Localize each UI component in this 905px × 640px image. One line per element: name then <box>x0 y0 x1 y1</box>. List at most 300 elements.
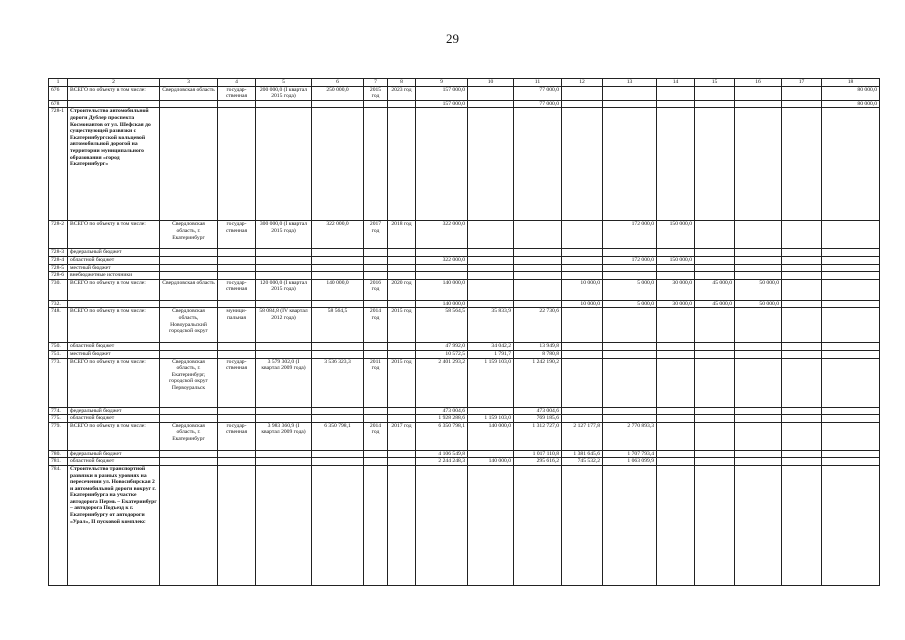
column-header: 3 <box>160 79 218 87</box>
table-cell <box>256 350 312 358</box>
table-cell: 35 833,9 <box>468 308 514 343</box>
table-cell <box>514 300 562 308</box>
table-cell: Свердловская область <box>160 279 218 300</box>
table-cell <box>603 249 657 257</box>
table-cell <box>562 249 603 257</box>
table-cell: 728-3 <box>49 249 68 257</box>
table-cell <box>822 256 880 264</box>
table-cell <box>388 249 416 257</box>
table-cell: Строительство автомобильной дороги Дублер проспекта Космонавтов от ул. Шефская до существующей развязки с Екатеринбургской кольцевой автомобильной дорогой на территории муниципального образования «город Екатеринбург» <box>68 108 160 221</box>
table-cell <box>218 465 256 585</box>
table-cell <box>657 415 695 423</box>
table-cell <box>562 465 603 585</box>
table-cell: 728-2 <box>49 221 68 249</box>
table-cell <box>735 308 782 343</box>
table-cell: 10 000,0 <box>562 279 603 300</box>
table-cell: 728-5 <box>49 264 68 272</box>
table-cell: 322 000,0 <box>416 256 468 264</box>
table-cell <box>822 350 880 358</box>
table-cell: 30 000,0 <box>657 300 695 308</box>
table-cell <box>68 300 160 308</box>
table-cell <box>364 450 388 458</box>
table-cell <box>562 415 603 423</box>
table-cell <box>256 249 312 257</box>
table-cell <box>782 108 822 221</box>
table-cell: 140 000,0 <box>416 279 468 300</box>
table-row <box>49 108 880 221</box>
table-cell <box>782 350 822 358</box>
table-cell: 748. <box>49 308 68 343</box>
table-cell <box>657 86 695 100</box>
table-cell <box>782 450 822 458</box>
table-cell: ВСЕГО по объекту в том числе: <box>68 308 160 343</box>
table-cell <box>822 300 880 308</box>
table-cell <box>735 415 782 423</box>
table-cell <box>735 358 782 407</box>
table-cell <box>312 343 364 351</box>
table-cell: 140 000,0 <box>468 422 514 450</box>
table-cell <box>256 100 312 108</box>
table-cell <box>218 300 256 308</box>
table-cell: 157 000,0 <box>416 86 468 100</box>
header-row <box>49 79 880 87</box>
table-cell: 140 000,0 <box>468 458 514 466</box>
table-row <box>49 422 880 450</box>
table-cell <box>312 256 364 264</box>
table-cell <box>256 458 312 466</box>
table-cell <box>735 249 782 257</box>
table-cell <box>782 221 822 249</box>
table-cell <box>735 221 782 249</box>
table-row <box>49 264 880 272</box>
table-cell: 745 532,2 <box>562 458 603 466</box>
table-cell: 47 992,0 <box>416 343 468 351</box>
column-header: 8 <box>388 79 416 87</box>
table-cell <box>388 458 416 466</box>
table-cell <box>657 458 695 466</box>
budget-table <box>48 78 880 586</box>
table-cell <box>388 465 416 585</box>
table-cell: 784. <box>49 465 68 585</box>
table-cell <box>782 100 822 108</box>
column-header: 15 <box>695 79 735 87</box>
table-cell <box>514 249 562 257</box>
table-cell: 730. <box>49 279 68 300</box>
table-cell <box>603 415 657 423</box>
table-cell <box>160 415 218 423</box>
table-cell <box>657 108 695 221</box>
table-cell: ВСЕГО по объекту в том числе: <box>68 422 160 450</box>
table-cell: 1 242 190,2 <box>514 358 562 407</box>
table-cell <box>468 256 514 264</box>
table-cell <box>256 407 312 415</box>
column-header: 4 <box>218 79 256 87</box>
table-cell <box>822 272 880 280</box>
table-cell <box>782 415 822 423</box>
table-cell: 676 <box>49 86 68 100</box>
table-cell <box>514 264 562 272</box>
table-cell <box>218 415 256 423</box>
table-cell <box>603 358 657 407</box>
table-cell <box>735 422 782 450</box>
table-cell <box>160 272 218 280</box>
column-header: 14 <box>657 79 695 87</box>
table-cell: 3 579 302,0 (I квартал 2009 года) <box>256 358 312 407</box>
table-cell: государ-ственная <box>218 86 256 100</box>
table-cell <box>312 300 364 308</box>
table-cell <box>388 256 416 264</box>
table-cell <box>657 450 695 458</box>
table-cell <box>514 279 562 300</box>
table-cell: федеральный бюджет <box>68 249 160 257</box>
table-cell <box>603 108 657 221</box>
table-row <box>49 458 880 466</box>
table-cell: 120 000,0 (I квартал 2015 года) <box>256 279 312 300</box>
table-cell <box>514 272 562 280</box>
table-cell: 2014 год <box>364 422 388 450</box>
table-cell: 150 000,0 <box>657 221 695 249</box>
table-cell: 2017 год <box>388 422 416 450</box>
table-cell <box>514 256 562 264</box>
table-cell <box>364 465 388 585</box>
table-cell <box>364 256 388 264</box>
table-cell <box>364 108 388 221</box>
table-cell <box>218 256 256 264</box>
table-cell <box>782 272 822 280</box>
table-cell: 58 084,8 (IV квартал 2012 года) <box>256 308 312 343</box>
table-cell <box>160 100 218 108</box>
table-cell <box>695 465 735 585</box>
table-cell <box>468 86 514 100</box>
table-cell <box>218 450 256 458</box>
table-cell <box>603 272 657 280</box>
column-header: 1 <box>49 79 68 87</box>
table-cell <box>822 465 880 585</box>
table-cell <box>782 249 822 257</box>
table-cell <box>782 256 822 264</box>
table-cell <box>388 100 416 108</box>
table-cell <box>695 86 735 100</box>
table-cell: 728-1 <box>49 108 68 221</box>
table-cell <box>312 450 364 458</box>
table-cell <box>468 100 514 108</box>
table-cell <box>603 86 657 100</box>
table-cell: 1 928 288,6 <box>416 415 468 423</box>
table-row <box>49 272 880 280</box>
table-cell <box>782 343 822 351</box>
table-cell: 5 000,0 <box>603 300 657 308</box>
table-cell <box>364 343 388 351</box>
table-cell <box>312 350 364 358</box>
table-cell: 8 780,8 <box>514 350 562 358</box>
column-header: 2 <box>68 79 160 87</box>
table-cell <box>782 422 822 450</box>
table-cell <box>218 350 256 358</box>
table-cell: 4 106 549,8 <box>416 450 468 458</box>
table-cell <box>657 350 695 358</box>
table-cell: 45 000,0 <box>695 279 735 300</box>
table-row <box>49 249 880 257</box>
table-cell: 751. <box>49 350 68 358</box>
table-cell: 6 350 798,1 <box>416 422 468 450</box>
table-cell <box>160 343 218 351</box>
table-cell: 1 791,7 <box>468 350 514 358</box>
table-cell <box>160 249 218 257</box>
table-cell <box>822 264 880 272</box>
table-cell <box>416 249 468 257</box>
column-header: 9 <box>416 79 468 87</box>
table-cell <box>160 450 218 458</box>
table-cell: 2016 год <box>364 279 388 300</box>
table-cell <box>160 264 218 272</box>
table-cell <box>364 350 388 358</box>
table-cell <box>657 343 695 351</box>
table-cell <box>514 465 562 585</box>
table-cell: 781. <box>49 458 68 466</box>
table-cell <box>822 343 880 351</box>
table-cell <box>364 264 388 272</box>
table-cell: внебюджетные источники <box>68 272 160 280</box>
table-cell <box>388 350 416 358</box>
table-cell <box>388 450 416 458</box>
table-cell <box>735 458 782 466</box>
table-cell <box>782 264 822 272</box>
table-cell: 157 000,0 <box>416 100 468 108</box>
table-cell <box>695 350 735 358</box>
table-cell: муници-пальная <box>218 308 256 343</box>
table-cell <box>364 415 388 423</box>
table-cell <box>364 407 388 415</box>
table-cell: 77 000,0 <box>514 86 562 100</box>
table-row <box>49 308 880 343</box>
table-cell <box>312 465 364 585</box>
table-cell <box>562 407 603 415</box>
table-cell <box>735 100 782 108</box>
table-cell: государ-ственная <box>218 358 256 407</box>
table-cell <box>782 407 822 415</box>
table-cell: 2 401 293,2 <box>416 358 468 407</box>
table-cell: 58 564,5 <box>312 308 364 343</box>
table-cell <box>562 350 603 358</box>
table-row <box>49 343 880 351</box>
table-cell <box>416 108 468 221</box>
table-cell: 2015 год <box>364 86 388 100</box>
table-cell <box>695 407 735 415</box>
table-cell <box>160 300 218 308</box>
table-cell: местный бюджет <box>68 350 160 358</box>
table-cell <box>160 458 218 466</box>
table-cell: Свердловская область, г. Екатеринбург, городской округ Первоуральск <box>160 358 218 407</box>
table-cell: 34 042,2 <box>468 343 514 351</box>
table-cell: Свердловская область <box>160 86 218 100</box>
table-cell: 2 770 893,3 <box>603 422 657 450</box>
table-cell: местный бюджет <box>68 264 160 272</box>
table-cell <box>695 221 735 249</box>
table-cell: государ-ственная <box>218 221 256 249</box>
table-cell: 773. <box>49 358 68 407</box>
table-row <box>49 450 880 458</box>
table-cell: 1 707 793,4 <box>603 450 657 458</box>
table-cell <box>218 343 256 351</box>
table-cell <box>735 86 782 100</box>
table-cell: 80 000,0 <box>822 100 880 108</box>
table-cell: 2015 год <box>388 358 416 407</box>
table-cell <box>822 358 880 407</box>
table-cell: Свердловская область, г. Екатеринбург <box>160 221 218 249</box>
table-cell <box>603 343 657 351</box>
table-cell: 2 244 248,3 <box>416 458 468 466</box>
table-cell: 22 730,6 <box>514 308 562 343</box>
table-cell: областной бюджет <box>68 415 160 423</box>
table-cell: 2023 год <box>388 86 416 100</box>
table-cell: 2 127 177,8 <box>562 422 603 450</box>
table-cell <box>562 108 603 221</box>
table-cell <box>416 465 468 585</box>
table-cell: 295 616,2 <box>514 458 562 466</box>
column-header: 6 <box>312 79 364 87</box>
table-cell: 3 536 323,3 <box>312 358 364 407</box>
table-cell <box>735 272 782 280</box>
table-cell <box>695 108 735 221</box>
table-cell <box>735 450 782 458</box>
table-cell <box>468 450 514 458</box>
table-cell: 728-6 <box>49 272 68 280</box>
table-cell: 1 159 103,0 <box>468 358 514 407</box>
table-cell <box>364 458 388 466</box>
table-cell: 3 983 360,9 (I квартал 2009 года) <box>256 422 312 450</box>
table-cell: областной бюджет <box>68 458 160 466</box>
table-cell <box>416 272 468 280</box>
table-cell <box>256 264 312 272</box>
table-cell: 140 000,0 <box>312 279 364 300</box>
table-cell: 1 063 099,9 <box>603 458 657 466</box>
table-cell: 1 017 110,8 <box>514 450 562 458</box>
table-cell: 473 004,6 <box>514 407 562 415</box>
table-row <box>49 358 880 407</box>
table-cell <box>312 407 364 415</box>
table-cell: 322 000,0 <box>416 221 468 249</box>
table-cell <box>695 100 735 108</box>
table-cell <box>562 343 603 351</box>
table-cell: 2015 год <box>388 308 416 343</box>
table-cell: 5 000,0 <box>603 279 657 300</box>
table-cell <box>782 358 822 407</box>
table-cell: 2011 год <box>364 358 388 407</box>
table-cell: 732. <box>49 300 68 308</box>
table-cell <box>735 343 782 351</box>
table-row <box>49 86 880 100</box>
table-cell <box>657 422 695 450</box>
table-cell <box>388 264 416 272</box>
table-row <box>49 415 880 423</box>
table-cell: Свердловская область, Новоуральский городской округ <box>160 308 218 343</box>
table-cell <box>256 272 312 280</box>
table-cell <box>562 272 603 280</box>
table-cell <box>468 279 514 300</box>
table-cell <box>695 415 735 423</box>
table-cell <box>468 407 514 415</box>
table-cell <box>735 465 782 585</box>
table-cell: ВСЕГО по объекту в том числе: <box>68 279 160 300</box>
table-cell <box>735 350 782 358</box>
table-cell: 775. <box>49 415 68 423</box>
table-cell <box>782 465 822 585</box>
table-cell <box>388 300 416 308</box>
table-cell: Свердловская область, г. Екатеринбург <box>160 422 218 450</box>
table-cell <box>562 100 603 108</box>
table-cell: государ-ственная <box>218 279 256 300</box>
table-cell <box>218 108 256 221</box>
table-cell <box>468 108 514 221</box>
table-cell <box>603 308 657 343</box>
table-cell: государ-ственная <box>218 422 256 450</box>
table-row <box>49 100 880 108</box>
table-cell: 172 000,0 <box>603 256 657 264</box>
table-cell: 2018 год <box>388 221 416 249</box>
page-number: 29 <box>446 31 459 46</box>
table-row <box>49 279 880 300</box>
table-cell <box>160 465 218 585</box>
table-cell <box>364 249 388 257</box>
table-cell: 77 000,0 <box>514 100 562 108</box>
table-cell <box>218 407 256 415</box>
table-cell <box>695 272 735 280</box>
table-cell: ВСЕГО по объекту в том числе: <box>68 358 160 407</box>
table-cell <box>468 272 514 280</box>
table-cell <box>388 108 416 221</box>
table-cell: 2014 год <box>364 308 388 343</box>
table-cell <box>735 264 782 272</box>
table-cell: 150 000,0 <box>657 256 695 264</box>
table-cell <box>256 450 312 458</box>
table-cell <box>218 458 256 466</box>
table-cell <box>388 407 416 415</box>
table-cell <box>468 465 514 585</box>
table-cell: федеральный бюджет <box>68 450 160 458</box>
table-cell <box>735 407 782 415</box>
table-cell <box>160 256 218 264</box>
table-cell <box>218 249 256 257</box>
table-cell: Строительство транспортной развязки в разных уровнях на пересечении ул. Новосибирская 2 и автомобильной дороги вокруг г. Екатеринбурга на участке автодорога Пермь – Екатеринбург – автодорога Подъезд к г. Екатеринбургу от автодороги «Урал», II пусковой комплекс <box>68 465 160 585</box>
table-cell <box>822 221 880 249</box>
table-cell <box>735 108 782 221</box>
table-cell: ВСЕГО по объекту в том числе: <box>68 86 160 100</box>
table-cell <box>695 249 735 257</box>
table-cell <box>562 308 603 343</box>
table-cell: 2020 год <box>388 279 416 300</box>
table-cell: 80 000,0 <box>822 86 880 100</box>
table-cell <box>735 256 782 264</box>
table-cell: 300 000,0 (I квартал 2015 года) <box>256 221 312 249</box>
table-cell <box>657 272 695 280</box>
table-cell <box>822 458 880 466</box>
table-cell <box>468 264 514 272</box>
table-cell <box>312 108 364 221</box>
table-cell <box>388 415 416 423</box>
table-cell: областной бюджет <box>68 256 160 264</box>
column-header: 11 <box>514 79 562 87</box>
table-cell <box>468 249 514 257</box>
column-header: 13 <box>603 79 657 87</box>
table-cell <box>312 100 364 108</box>
table-cell <box>695 422 735 450</box>
table-cell <box>514 108 562 221</box>
table-row <box>49 300 880 308</box>
table-cell <box>657 358 695 407</box>
column-header: 16 <box>735 79 782 87</box>
table-cell <box>68 100 160 108</box>
table-cell <box>312 264 364 272</box>
